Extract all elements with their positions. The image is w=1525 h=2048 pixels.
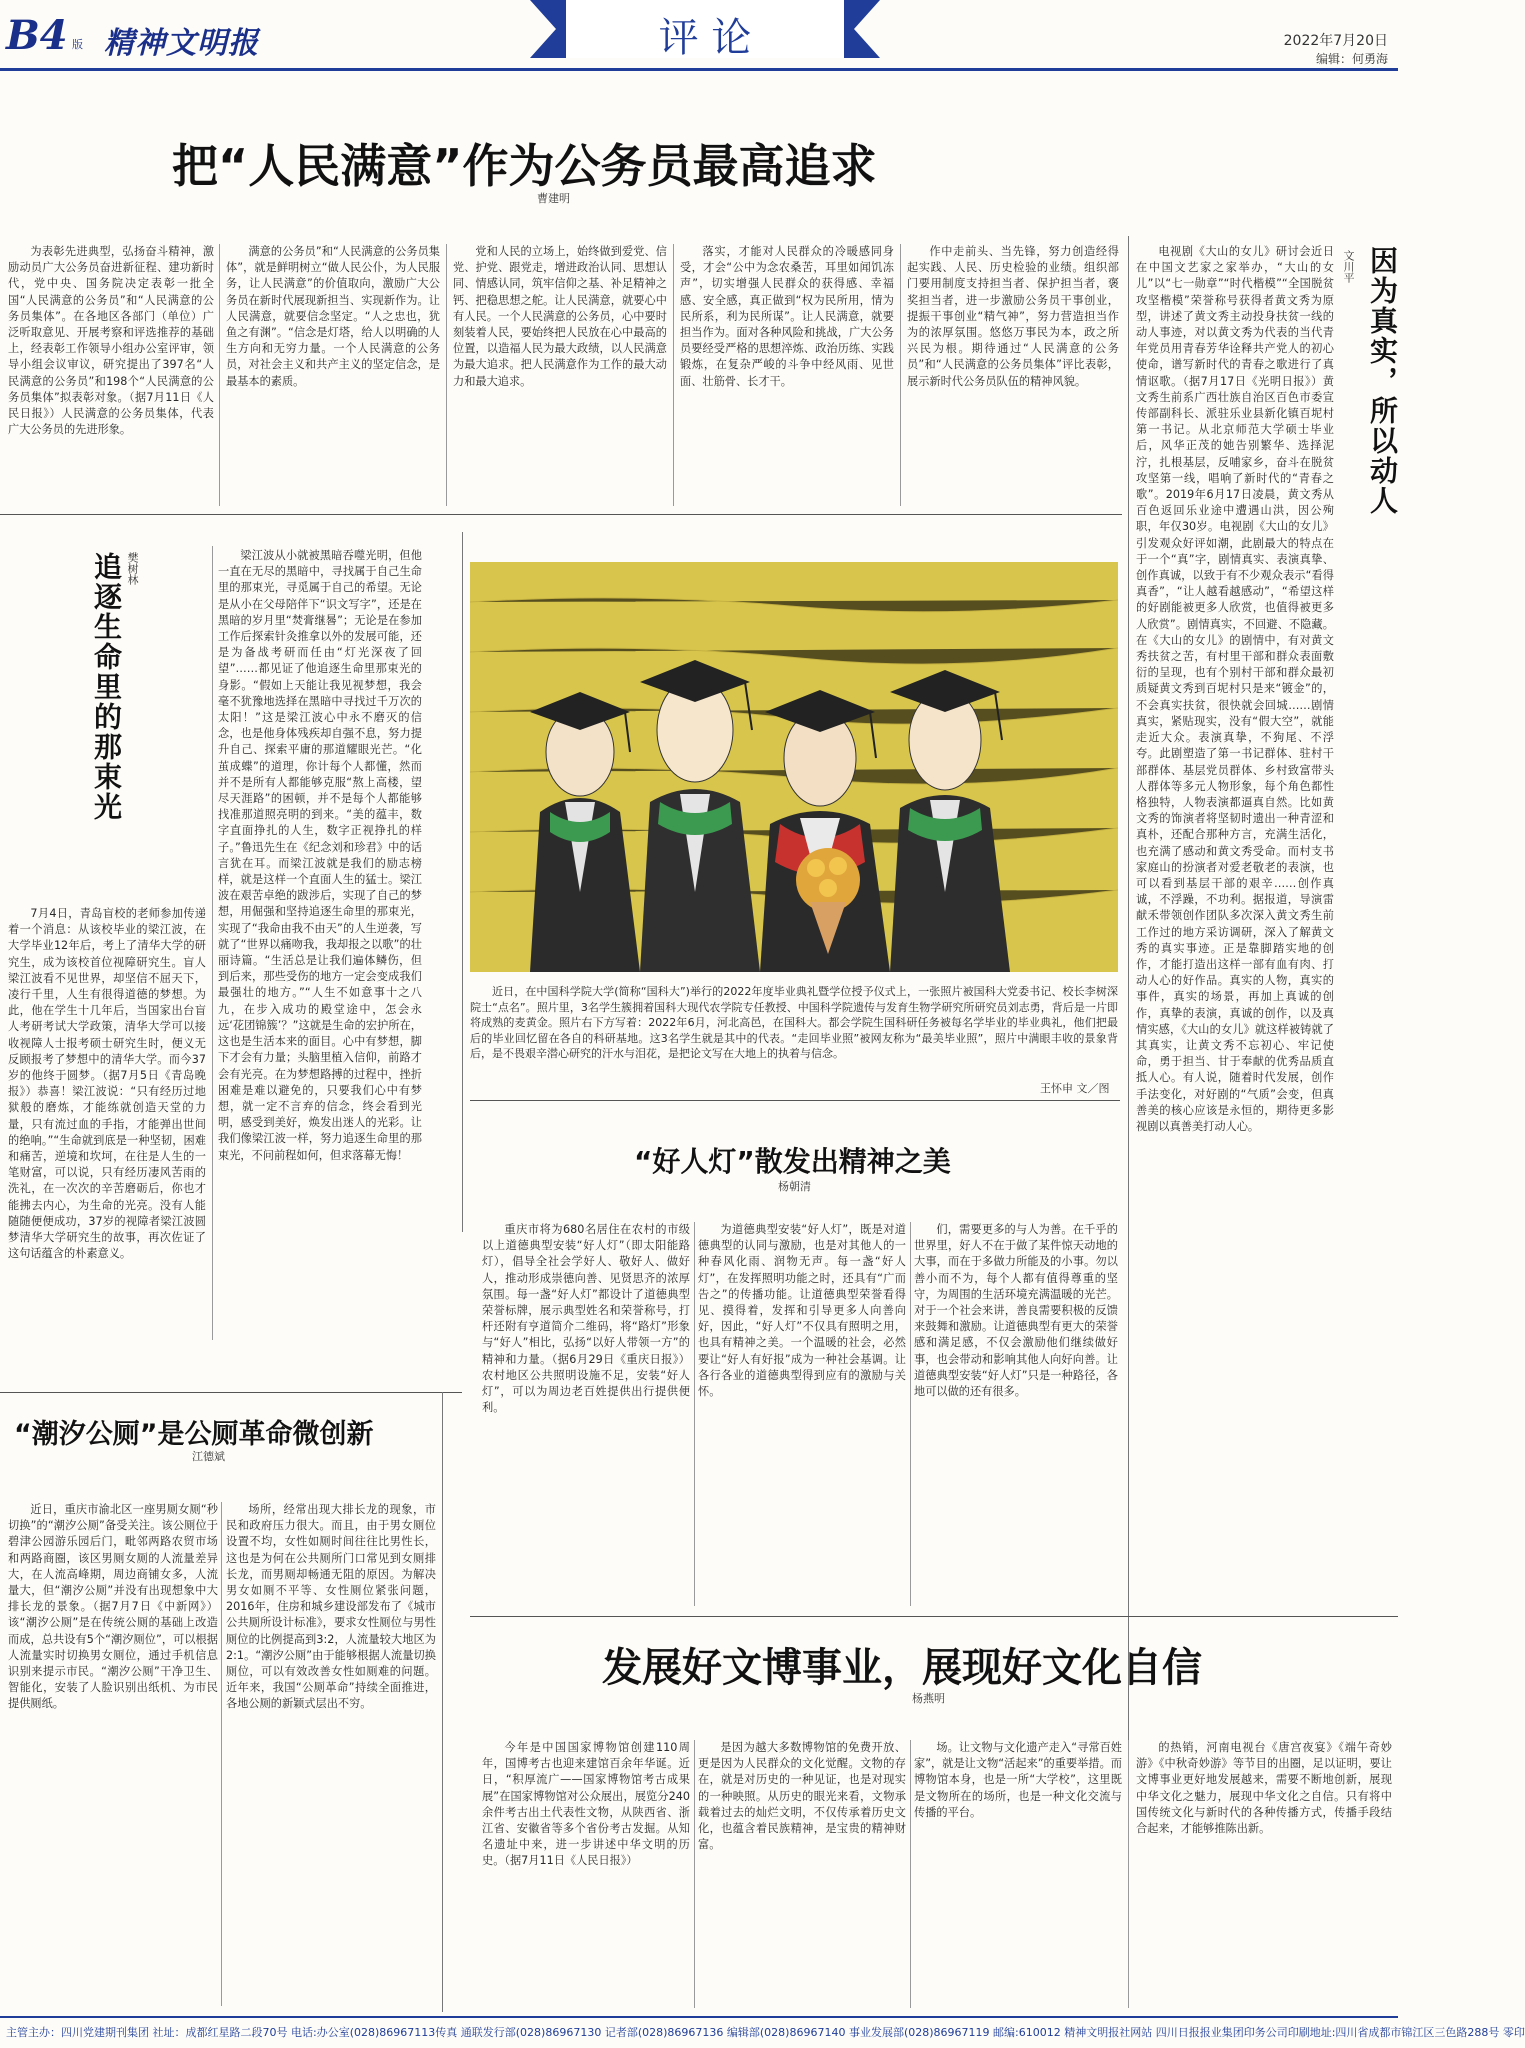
article1-col5: 作中走前头、当先锋，努力创造经得起实践、人民、历史检验的业绩。组织部门要用制度支持担当者、保护担当者，褒奖担当者，进一步激励公务员干事创业，提振干事创业“精气神”，努力营造担当作为的浓厚氛围。悠悠万事民为本，政之所兴民为根。期待通过“人民满意的公务员”和“人民满意的公务员集体”评比表彰，展示新时代公务员队伍的精神风貌。 [907, 245, 1119, 388]
section-title: 评 论 [658, 15, 752, 61]
article1-col4: 落实，才能对人民群众的冷暖感同身受，才会“公中为念农桑苦，耳里如闻饥冻声”，切实增强人民群众的获得感、幸福感、安全感，真正做到“权为民所用，情为民所系，利为民所谋”。让人民满意，就要担当作为。面对各种风险和挑战，广大公务员要经受严格的思想淬炼、政治历练、实践锻炼，在复杂严峻的斗争中经风雨、见世面、壮筋骨、长才干。 [680, 245, 894, 388]
divider [219, 244, 220, 506]
arrow-left-icon [530, 0, 556, 58]
article6-col1: 今年是中国国家博物馆创建110周年，国博考古也迎来建馆百余年华诞。近日，“积厚流广——国家博物馆考古成果展”在国家博物馆对公众展出，展览分240余件考古出土代表性文物，从陕西省、浙江省、安徽省等多个省份考古发掘。从知名遗址中来，进一步讲述中华文明的历史。（据7月11日《人民日报》） [482, 1741, 690, 1868]
article6-author: 杨燕明 [912, 1692, 945, 1705]
article5-author: 江德斌 [192, 1450, 225, 1463]
divider [212, 546, 213, 1340]
newspaper-logo: 精神文明报 [104, 26, 259, 61]
divider [910, 1740, 911, 2008]
article3-left-col: 7月4日，青岛盲校的老师参加传递着一个消息：从该校毕业的梁江波，在大学毕业12年后，考上了清华大学的研究生，成为该校首位视障研究生。盲人梁江波看不见世界，却坚信不屈天下，凌行千里，人生有很得道德的梦想。为此，他在学生十几年后，当国家出台盲人考研考试大学政策，清华大学可以接收视障人士报考硕士研究生时，便义无反顾报考了梦想中的清华大学。而今37岁的他终于圆梦。（据7月5日《青岛晚报》）恭喜！梁江波说：“只有经历过地狱般的磨炼，才能练就创造天堂的力量，只有流过血的手指，才能弹出世间的绝响。”“生命就到底是一种坚韧，困难和痛苦，逆境和坎坷，在往是人生的一笔财富，可以说，只有经历凄风苦雨的洗礼，在一次次的辛苦磨砺后，你也才能拂去内心，为生命的光亮。没有人能随随便便成功，37岁的视障者梁江波圆梦清华大学研究生的故事，再次佐证了这句话蕴含的朴素意义。 [8, 907, 206, 1261]
graduates-drawing [470, 562, 1118, 972]
article2-author: 文川平 [1342, 250, 1355, 283]
arrow-right-icon [854, 0, 880, 58]
article4-col3: 们，需要更多的与人为善。在千乎的世界里，好人不在于做了某件惊天动地的大事，而在于多做力所能及的小事。勿以善小而不为，每个人都有值得尊重的坚守，为周围的生活环境充满温暖的光芒。对于一个社会来讲，善良需要积极的反馈来鼓舞和激励。让道德典型有更大的荣誉感和满足感，不仅会激励他们继续做好事，也会带动和影响其他人向好向善。让道德典型安装“好人灯”只是一种路径，各地可以做的还有很多。 [914, 1223, 1118, 1399]
article4-col2: 为道德典型安装“好人灯”，既是对道德典型的认同与激励，也是对其他人的一种春风化雨、润物无声。每一盏“好人灯”，在发挥照明功能之时，还具有“广而告之”的传播功能。让道德典型荣誉看得见、摸得着，发挥和引导更多人向善向好，因此，“好人灯”不仅具有照明之用，也具有精神之美。一个温暖的社会，必然要让“好人有好报”成为一种社会基调。让各行各业的道德典型得到应有的激励与关怀。 [698, 1223, 906, 1399]
masthead-rule [0, 68, 1398, 71]
divider [673, 244, 674, 506]
masthead [0, 0, 1398, 72]
article1-author: 曹建明 [537, 192, 570, 205]
divider [462, 532, 463, 1232]
article3-author: 樊树林 [126, 552, 139, 585]
article1-col2: 满意的公务员”和“人民满意的公务员集体”，就是鲜明树立“做人民公仆，为人民服务，让人民满意”的价值取向，激励广大公务员在新时代展现新担当、实现新作为。让人民满意，就要信念坚定。“人之忠也，犹鱼之有渊”。“信念是灯塔，给人以明确的人生方向和无穷力量。一个人民满意的公务员，对社会主义和共产主义的坚定信念，是最基本的素质。 [226, 245, 440, 388]
divider [1128, 1740, 1129, 2008]
divider [470, 1100, 1120, 1101]
divider [900, 244, 901, 506]
article3-right-col: 梁江波从小就被黑暗吞噬光明，但他一直在无尽的黑暗中，寻找属于自己生命里的那束光，寻觅属于自己的希望。无论是从小在父母陪伴下“识文写字”，还是在黑暗的岁月里“焚膏继晷”；无论是在参加工作后探索针灸推拿以外的发展可能，还是为备战考研而任由“灯光深夜了回望”……都见证了他追逐生命里那束光的身影。“假如上天能让我见视梦想，我会毫不犹豫地选择在黑暗中寻找过千万次的太阳！”这是梁江波心中永不磨灭的信念，也是他身体残疾却自强不息，努力提升自己、探索平庸的那道耀眼光芒。“化茧成蝶”的道理，你计每个人都懂，然而并不是所有人都能够克服“熬上高楼，望尽天涯路”的困顿，并不是每个人都能够找准那道照亮明的到来。“美的蕴丰，数字直面挣扎的人生，数字正视挣扎的样子。”鲁迅先生在《纪念刘和珍君》中的话言犹在耳。而梁江波就是我们的励志榜样，就是这样一个直面人生的猛士。梁江波在艰苦卓绝的跋涉后，实现了自己的梦想，用倔强和坚持追逐生命里的那束光，实现了“我命由我不由天”的人生逆袭，写就了“世界以痛吻我，我却报之以歌”的壮丽诗篇。“生活总是让我们遍体鳞伤，但到后来，那些受伤的地方一定会变成我们最强壮的地方。”“人生不如意事十之八九，在步入成功的殿堂途中，怎会永远‘花团锦簇’？”这就是生命的宏护所在，这也是生活本来的面目。心中有梦想，脚下才会有力量；头脑里植入信仰，前路才会有光亮。在为梦想路搏的过程中，挫折困难是难以避免的，只要我们心中有梦想，就一定不言弃的信念，终会看到光明，感受到美好，焕发出迷人的光彩。让我们像梁江波一样，努力追逐生命里的那束光，不问前程如何，但求落幕无悔！ [218, 549, 422, 1162]
photo-credit: 王怀申 文／图 [1040, 1082, 1110, 1095]
divider [470, 1616, 1398, 1617]
photo-caption: 近日，在中国科学院大学(简称“国科大”)举行的2022年度毕业典礼暨学位授予仪式上，一张照片被国科大党委书记、校长李树深院士“点名”。照片里，3名学生簇拥着国科大现代农学院专任教授、中国科学院遗传与发育生物学研究所研究员刘志勇，背后是一片即将成熟的麦黄金。照片右下方写着：2022年6月，河北高邑，在国科大。都会学院生国科研任务被每名学毕业的毕业典礼，他们把最后的毕业回忆留在各自的科研基地。这3名学生就是其中的代表。“走回毕业照”被网友称为“最美毕业照”，照片中满眼丰收的景象背后，是不畏艰辛潜心研究的汗水与泪花，是把论文写在大地上的执着与信念。 [470, 985, 1118, 1060]
article4-author: 杨朝清 [778, 1180, 811, 1193]
article6-col4: 的热销，河南电视台《唐宫夜宴》《端午奇妙游》《中秋奇妙游》等节目的出圈，足以证明，要让文博事业更好地发展越来，需要不断地创新，展现中华文化之魅力，展现中华文化之自信。只有将中国传统文化与新时代的各种传播方式，传播手段结合起来，才能够推陈出新。 [1136, 1741, 1392, 1836]
issue-date: 2022年7月20日 [1283, 33, 1388, 49]
divider [0, 1392, 462, 1393]
article6-col2: 是因为越大多数博物馆的免费开放、更是因为人民群众的文化觉醒。文物的存在，就是对历史的一种见证，也是对现实的一种映照。从历史的眼光来看，文物承载着过去的灿烂文明，不仅传承着历史文化，也蕴含着民族精神，是宝贵的精神财富。 [698, 1741, 906, 1852]
article5-title: “潮汐公厕”是公厕革命微创新 [14, 1419, 374, 1450]
article4-title: “好人灯”散发出精神之美 [634, 1145, 951, 1178]
article1-col1: 为表彰先进典型，弘扬奋斗精神，激励动员广大公务员奋进新征程、建功新时代，党中央、国务院决定表彰一批全国“人民满意的公务员”和“人民满意的公务员集体”。在各地区各部门（单位）广泛听取意见、开展考察和评选推荐的基础上，经表彰工作领导小组办公室评审，领导小组会议审议，研究提出了397名“人民满意的公务员”和198个“人民满意的公务员集体”拟表彰对象。（据7月11日《人民日报》）人民满意的公务员集体，代表广大公务员的先进形象。 [8, 245, 214, 437]
editor-credit: 编辑：何勇海 [1315, 52, 1388, 66]
divider [910, 1222, 911, 1606]
article2-title: 因为真实，所以动人 [1366, 246, 1399, 516]
divider [694, 1740, 695, 2008]
divider [0, 514, 1122, 515]
footer-text: 主管主办：四川党建期刊集团 社址：成都红星路二段70号 电话:办公室(028)86967113传真 通联发行部(028)86967130 记者部(028)86967136 编辑部(028)86967140 事业发展部(028)86967119 邮编:610012 精神文明报社网站 四川日报报业集团印务公司印刷地址:四川省成都市锦江区三色路288号 零印 [6, 2026, 1525, 2039]
article2-body-cont [1136, 548, 1394, 1818]
article6-col3: 场。让文物与文化遗产走入“寻常百姓家”，就是让文物“活起来”的重要举措。而博物馆本身，也是一所“大学校”，这里既是文物所在的场所，也是一种文化交流与传播的平台。 [914, 1741, 1122, 1819]
article5-col1: 近日，重庆市渝北区一座男厕女厕“秒切换”的“潮汐公厕”备受关注。该公厕位于碧津公园游乐园后门，毗邻两路农贸市场和两路商圈，该区男厕女厕的人流量差异大，在人流高峰期，周边商铺女多，人流量大，但“潮汐公厕”并没有出现想象中大排长龙的景象。（据7月7日《中新网》）该“潮汐公厕”是在传统公厕的基础上改造而成，总共设有5个“潮汐厕位”，可以根据人流量实时切换男女厕位，通过手机信息识别来提示市民。“潮汐公厕”干净卫生、智能化，安装了人脸识别出纸机、为市民提供厕纸。 [8, 1503, 218, 1711]
article5-col2: 场所，经常出现大排长龙的现象，市民和政府压力很大。而且，由于男女厕位设置不均，女性如厕时间往往比男性长，这也是为何在公共厕所门口常见到女厕排长龙，而男厕却畅通无阻的原因。为解决男女如厕不平等、女性厕位紧张问题，2016年，住房和城乡建设部发布了《城市公共厕所设计标准》，要求女性厕位与男性厕位的比例提高到3:2，人流量较大地区为2:1。“潮汐公厕”由于能够根据人流量切换厕位，可以有效改善女性如厕难的问题。近年来，我国“公厕革命”持续全面推进，各地公厕的新颖式层出不穷。 [226, 1503, 436, 1711]
divider [446, 244, 447, 506]
footer-rule [0, 2016, 1398, 2018]
divider [221, 1502, 222, 2006]
section-banner [530, 0, 880, 61]
page-suffix: 版 [72, 38, 83, 51]
article1-title: 把“人民满意”作为公务员最高追求 [172, 139, 877, 193]
article6-title: 发展好文博事业，展现好文化自信 [602, 1645, 1202, 1691]
article1-col3: 党和人民的立场上，始终做到爱党、信党、护党、跟党走，增进政治认同、思想认同、情感认同，筑牢信仰之基、补足精神之钙、把稳思想之舵。让人民满意，就要心中有人民。一个人民满意的公务员，心中要时刻装着人民，要始终把人民放在心中最高的位置，以造福人民为最大政绩，以人民满意为最大追求。把人民满意作为工作的最大动力和最大追求。 [453, 245, 667, 388]
article3-title: 追逐生命里的那束光 [90, 552, 123, 822]
graduation-illustration [470, 562, 1118, 972]
article4-col1: 重庆市将为680名居住在农村的市级以上道德典型安装“好人灯”（即太阳能路灯），倡导全社会学好人、敬好人、做好人，推动形成崇德向善、见贤思齐的浓厚氛围。每一盏“好人灯”都设计了道德典型荣誉标牌，展示典型姓名和荣誉称号，打杆还附有亨道简介二维码，将“路灯”形象与“好人”相比，弘扬“以好人带领一方”的精神和力量。（据6月29日《重庆日报》）农村地区公共照明设施不足，安装“好人灯”，可以为周边老百姓提供出行提供便利。 [482, 1223, 690, 1415]
page-code: B4 [6, 12, 68, 59]
divider [1128, 236, 1129, 1824]
divider [442, 1392, 443, 2012]
article2-body: 电视剧《大山的女儿》研讨会近日在中国文艺家之家举办，“大山的女儿”以“七一勋章”“时代楷模”“全国脱贫攻坚楷模”荣誉称号获得者黄文秀为原型，讲述了黄文秀主动投身扶贫一线的动人事迹，对以黄文秀为代表的当代青年党员用青春芳华诠释共产党人的初心使命，谱写新时代的青春之歌进行了真情讴歌。（据7月17日《光明日报》）黄文秀生前系广西壮族自治区百色市委宣传部副科长、派驻乐业县新化镇百坭村第一书记。从北京师范大学硕士毕业后，风华正茂的她告别繁华、选择泥泞，扎根基层，反哺家乡，奋斗在脱贫攻坚第一线，唱响了新时代的“青春之歌”。2019年6月17日凌晨，黄文秀从百色返回乐业途中遭遇山洪，因公殉职，年仅30岁。电视剧《大山的女儿》引发观众好评如潮，此剧最大的特点在于一个“真”字，剧情真实、表演真挚、创作真诚，以致于有不少观众表示“看得真香”，“让人越看越感动”，“希望这样的好剧能被更多人欣赏，也值得被更多人欣赏”。剧情真实，不回避、不隐藏。在《大山的女儿》的剧情中，有对黄文秀扶贫之苦，有村里干部和群众表面敷衍的呈现，也有个别村干部和群众最初质疑黄文秀到百坭村只是来“镀金”的，不会真实扶贫，很快就会回城……剧情真实，紧贴现实，没有“假大空”，就能走近大众。表演真挚，不狗尾、不浮夸。此剧塑造了第一书记群体、驻村干部群体、基层党员群体、乡村致富带头人群体等多元人物形象，每个角色都性格独特，人物表演都逼真自然。比如黄文秀的饰演者将坚韧时遗出一种青涩和真朴，还配合那种方言，充满生活化，也充满了感动和黄文秀受命。而村支书家庭山的扮演者对爱老敬老的表演，也可以看到基层干部的艰辛……创作真诚，不浮躁，不功利。据报道，导演雷献禾带领创作团队多次深入黄文秀生前工作过的地方采访调研，深入了解黄文秀的真实事迹。正是靠脚踏实地的创作，才能打造出这样一部有血有肉、打动人心的好作品。真实的人物，真实的事件，真实的场景，再加上真诚的创作，真挚的表演，真诚的创作，以及真情实感，《大山的女儿》就这样被铸就了其真实，让黄文秀不忘初心、牢记使命，勇于担当、甘于奉献的优秀品质直抵人心。有人说，随着时代发展，创作手法变化，对好剧的“气质”会变，但真善美的核心应该是永恒的，期待更多影视剧以真善美打动人心。 [1136, 245, 1334, 1133]
divider [694, 1222, 695, 1606]
